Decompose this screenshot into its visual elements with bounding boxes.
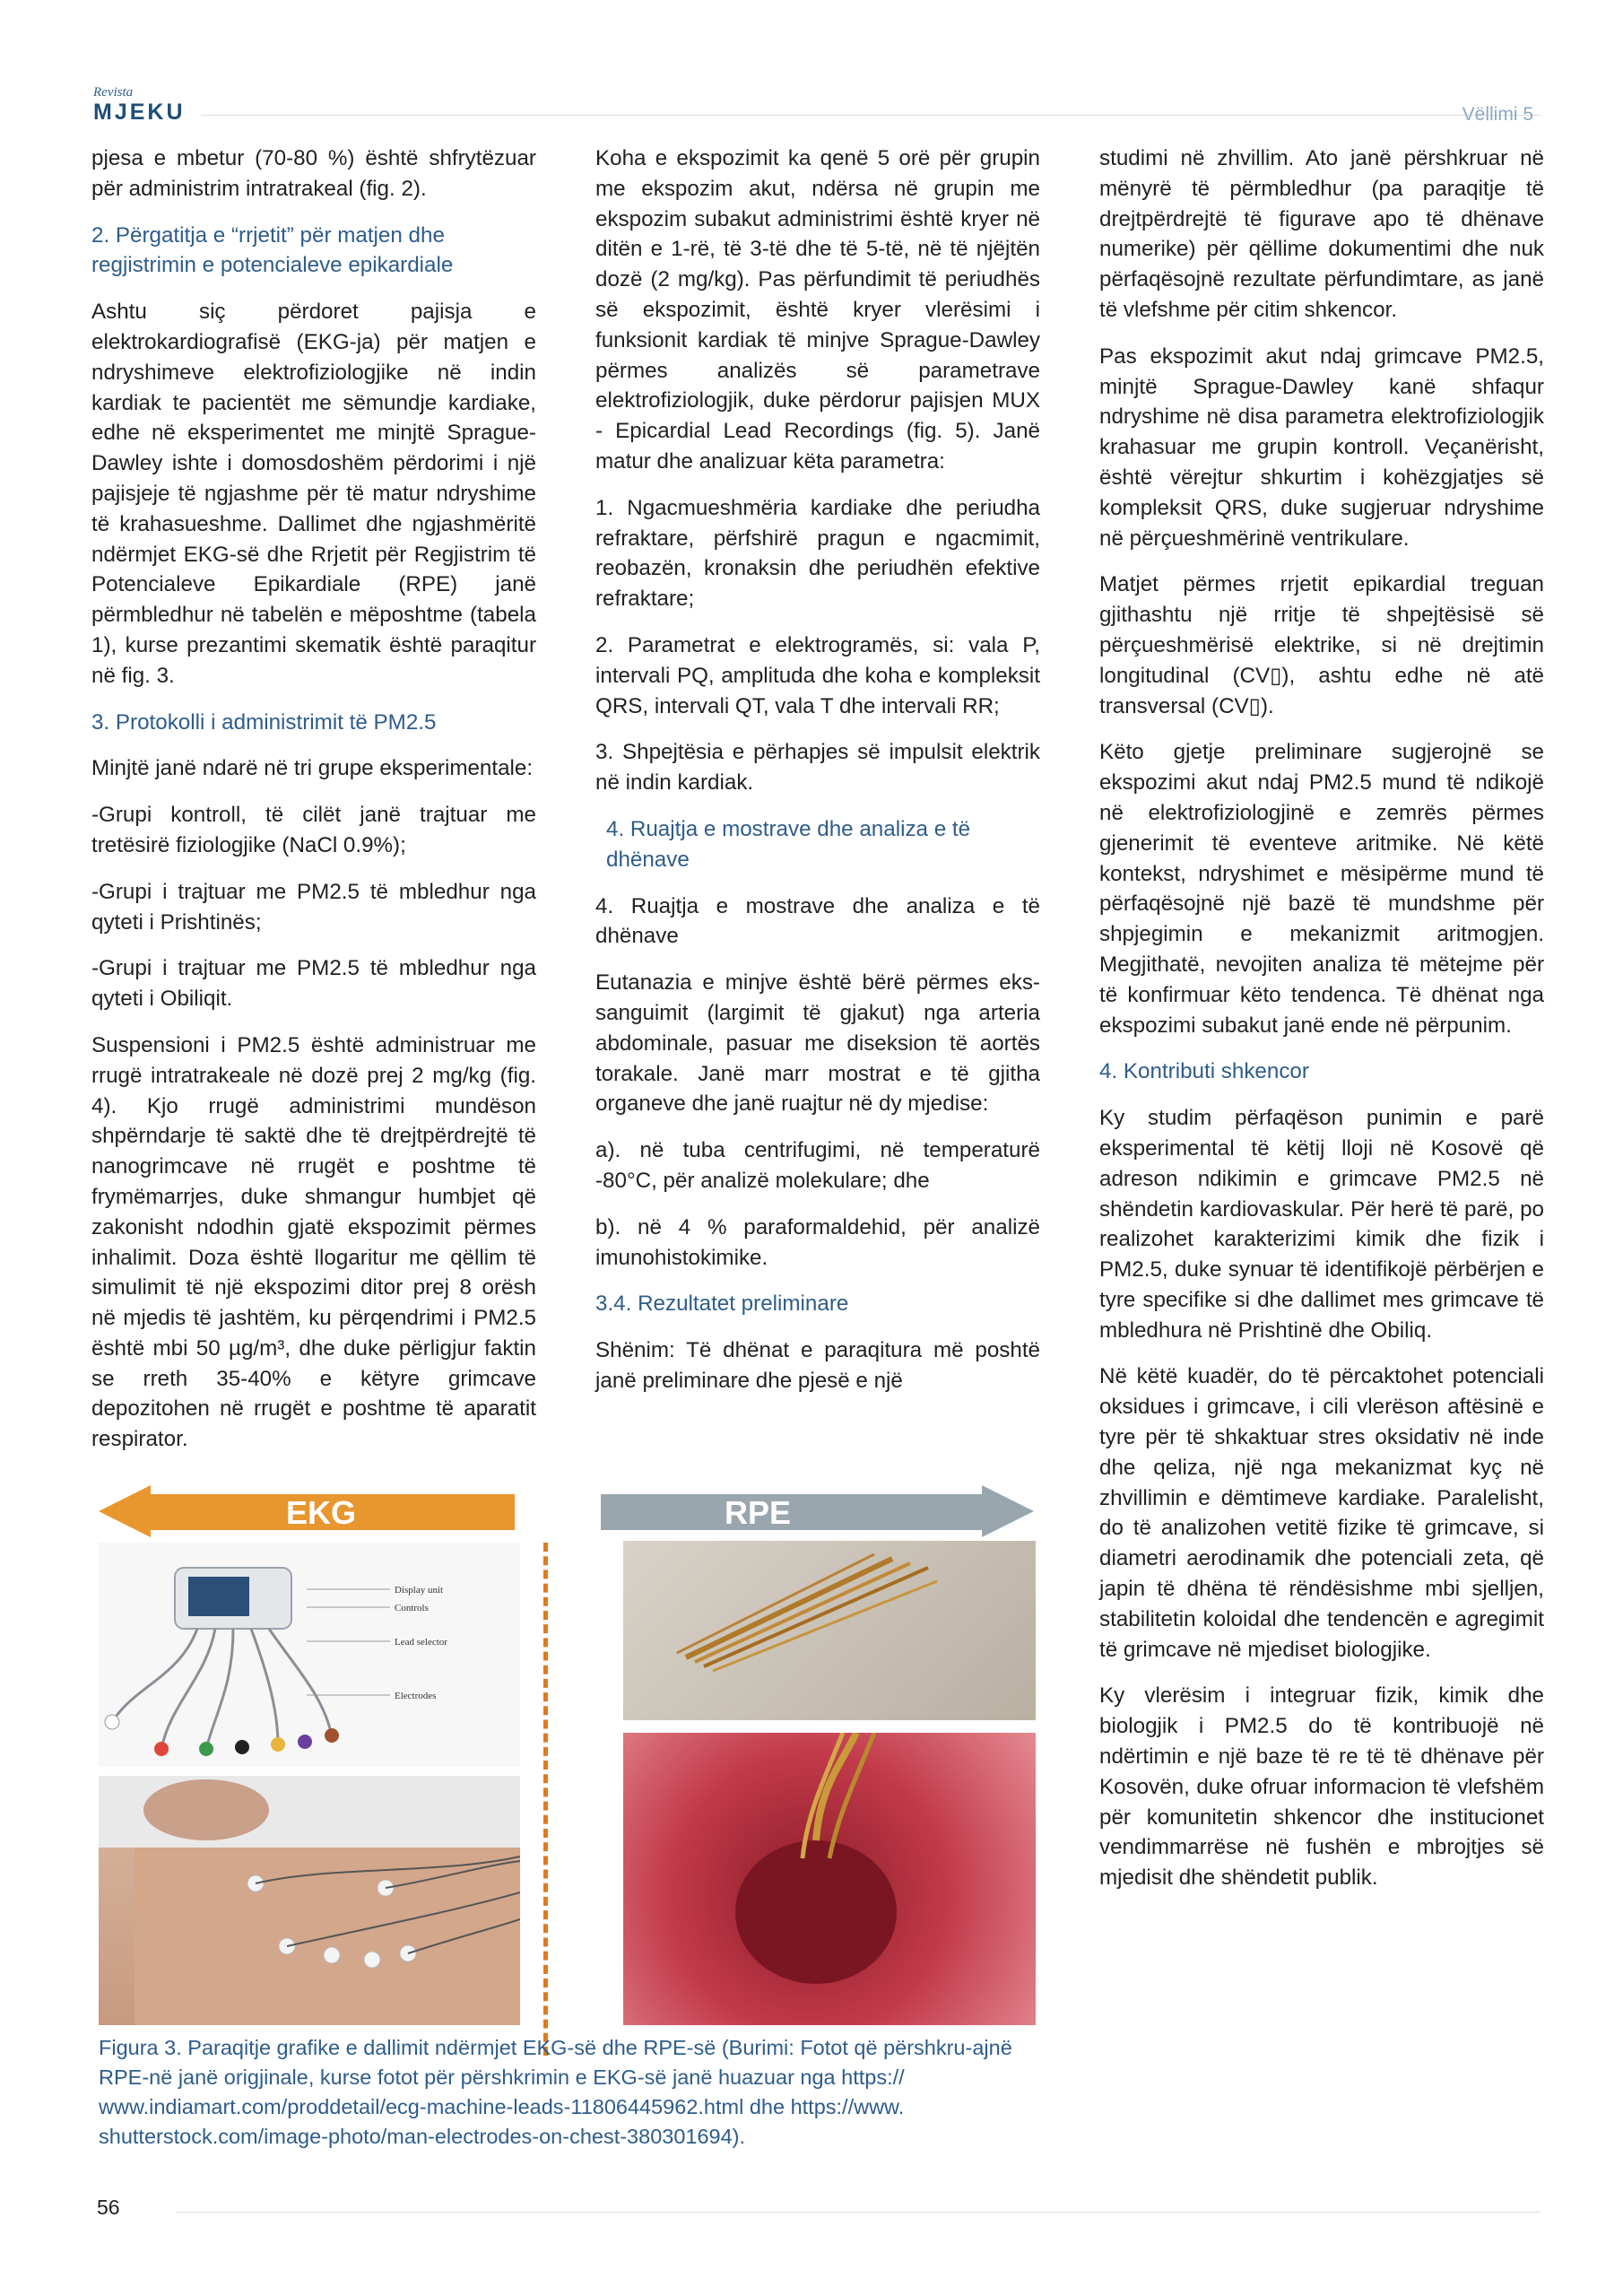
paragraph: Koha e ekspozimit ka qenë 5 orë për grupin me ekspozim akut, ndërsa në grupin me ekspozim subakut administrimi është kryer në ditën e 1-rë, të 3-të dhe të 5-të, në të njëjtën dozë (2 mg/kg). Pas përfundimit të periudhës së ekspozimit, është kryer vlerësimi i funksionit kardiak të minjve Sprague-Dawley përmes analizës së parametrave elektrofiziologjik, duke përdorur pajisjen MUX - Epicardial Lead Recordings (fig. 5). Janë matur dhe analizuar këta parametra: <box>595 146 1040 474</box>
column-3 <box>1099 144 1544 1909</box>
list-item: 1. Ngacmueshmëria kardiake dhe periudha refraktare, përfshirë pragun e ngacmimit, reobazën, kronaksin dhe periudhën efektive refraktare; <box>595 495 1040 612</box>
list-item: 2. Parametrat e elektrogramës, si: vala P, intervali PQ, amplituda dhe koha e kompleksit QRS, intervali QT, vala T dhe intervali RR; <box>595 632 1040 718</box>
volume-label: Vëllimi 5 <box>1462 104 1533 125</box>
paragraph: pjesa e mbetur (70-80 %) është shfrytëzuar për administrim intratrakeal (fig. 2). <box>91 146 536 201</box>
paragraph: Eutanazia e minjve është bërë përmes eks-sanguimit (largimit të gjakut) nga arteria abdominale, pasuar me diseksion të aortës torakale. Janë marr mostrat e të gjitha organeve dhe janë ruajtur në dy mjedise: <box>595 970 1040 1117</box>
list-item: 3. Shpejtësia e përhapjes së impulsit elektrik në indin kardiak. <box>595 740 1040 796</box>
device-label-display: Display unit <box>395 1585 444 1596</box>
ekg-device-screen <box>188 1577 249 1616</box>
paragraph: Ashtu siç përdoret pajisja e elektrokardiografisë (EKG-ja) për matjen e ndryshimeve elektrofiziologjike në indin kardiak te pacientët me sëmundje kardiake, edhe në eksperimentet me minjtë Sprague-Dawley ishte i domosdoshëm përdorimi i një pajisjeje të ngjashme për të matur ndryshime të krahasueshme. Dallimet dhe ngjashmëritë ndërmjet EKG-së dhe Rrjetit për Regjistrim të Potencialeve Epikardiale (RPE) janë përmbledhur në tabelën e mëposhtme (tabela 1), kurse prezantimi skematik është paraqitur në fig. 3. <box>91 300 536 688</box>
paragraph: studimi në zhvillim. Ato janë përshkruar në mënyrë të përmbledhur (pa paraqitje të drejtpërdrejtë të figurave apo të dhënave numerike) për qëllime dokumentimi dhe nuk përfaqësojnë rezultate përfundimtare, as janë të vlefshme për citim shkencor. <box>1099 146 1544 322</box>
section-heading: 3.4. Rezultatet preliminare <box>595 1292 849 1317</box>
list-item: b). në 4 % paraformaldehid, për analizë imunohistokimike. <box>595 1214 1040 1270</box>
device-label-controls: Controls <box>395 1603 429 1613</box>
paragraph: 4. Ruajtja e mostrave dhe analiza e të dhënave <box>595 893 1040 949</box>
ekg-machine-photo <box>99 1543 520 1767</box>
footer-divider <box>176 2212 1541 2213</box>
rpe-arrow <box>601 1485 1034 1537</box>
list-item: -Grupi i trajtuar me PM2.5 të mbledhur nga qyteti i Prishtinës; <box>91 879 536 935</box>
chest-electrodes-photo <box>99 1776 520 2025</box>
electrode-icon <box>364 1952 380 1968</box>
figure-header-arrows <box>99 1480 1036 1543</box>
page-number: 56 <box>97 2196 120 2219</box>
list-item: -Grupi i trajtuar me PM2.5 të mbledhur nga qyteti i Obiliqit. <box>91 956 536 1012</box>
rpe-electrode-grid-photo <box>623 1541 1036 1720</box>
column-2 <box>595 144 1040 1413</box>
section-heading: 4. Kontributi shkencor <box>1099 1059 1309 1084</box>
paragraph: Minjtë janë ndarë në tri grupe eksperimentale: <box>91 756 534 781</box>
figure-divider <box>543 1543 548 2056</box>
paragraph: Këto gjetje preliminare sugjerojnë se ekspozimi akut ndaj PM2.5 mund të ndikojë në elektrofiziologjinë e zemrës përmes gjenerimit të eventeve aritmike. Në këtë kontekst, ndryshimet e mësipërme mund të përfaqësojnë një bazë të mundshme për shpjegimin e mekanizmit aritmogjen. Megjithatë, nevojiten analiza të mëtejme për të konfirmuar këto tendenca. Të dhënat nga ekspozimi subakut janë ende në përpunim. <box>1099 740 1544 1038</box>
paragraph: Ky studim përfaqëson punimin e parë eksperimental të këtij lloji në Kosovë që adreson ndikimin e grimcave PM2.5 në shëndetin kardiovaskular. Për herë të parë, po realizohet karakterizimi kimik dhe fizik i PM2.5, duke synuar të identifikojë përbërjen e tyre specifike si dhe dallimet mes grimcave të mbledhura në Prishtinë dhe Obiliq. <box>1099 1106 1544 1343</box>
journal-logo <box>93 86 186 124</box>
list-item: -Grupi kontroll, të cilët janë trajtuar me tretësirë fiziologjike (NaCl 0.9%); <box>91 803 536 857</box>
device-label-electrodes: Electrodes <box>395 1691 437 1701</box>
rpe-heart-photo <box>623 1733 1036 2025</box>
column-1 <box>91 144 536 1471</box>
heart <box>735 1840 897 1984</box>
list-item: a). në tuba centrifugimi, në temperaturë -80°C, për analizë molekulare; dhe <box>595 1138 1040 1193</box>
section-heading: 4. Ruajtja e mostrave dhe analiza e të dhënave <box>606 816 971 872</box>
paragraph: Në këtë kuadër, do të përcaktohet potenciali oksidues i grimcave, i cili vlerëson aftësinë e tyre për të shkaktuar stres oksidativ në inde dhe qeliza, një nga mekanizmat kyç në zhvillimin e dëmtimeve kardiake. Paralelisht, do të analizohen vetitë fizike të grimcave, si diametri aerodinamik dhe potenciali zeta, që japin të dhëna të rëndësishme mbi sjelljen, stabilitetin koloidal dhe tendencën e agregimit të grimcave në mjediset biologjike. <box>1099 1364 1544 1662</box>
section-heading: 3. Protokolli i administrimit të PM2.5 <box>91 709 437 735</box>
header-divider <box>201 115 1541 116</box>
ekg-label: EKG <box>285 1494 357 1531</box>
paragraph: Ky vlerësim i integruar fizik, kimik dhe biologjik i PM2.5 do të kontribuojë në ndërtimin e një baze të re të të dhënave për Kosovën, duke ofruar informacion të vlefshëm për komunitetin shkencor dhe institucionet vendimmarrëse në fushën e mbrojtjes së mjedisit dhe shëndetit publik. <box>1099 1683 1544 1891</box>
paragraph: Pas ekspozimit akut ndaj grimcave PM2.5, minjtë Sprague-Dawley kanë shfaqur ndryshime në disa parametra elektrofiziologjik krahasuar me grupin kontroll. Veçanërisht, është vërejtur shkurtim i kohëzgjatjes së kompleksit QRS, duke sugjeruar ndryshime në përçueshmërinë ventrikulare. <box>1099 344 1544 551</box>
figure-3 <box>99 1480 1036 2025</box>
section-heading: 2. Përgatitja e “rrjetit” për matjen dhe regjistrimin e potencialeve epikardiale <box>91 222 454 278</box>
paragraph: Matjet përmes rrjetit epikardial treguan gjithashtu një rritje të shpejtësisë së përçueshmërisë elektrike, si në drejtimin longitudinal (CV▯), ashtu edhe në atë transversal (CV▯). <box>1099 572 1544 718</box>
device-label-lead-selector: Lead selector <box>395 1637 447 1648</box>
figure-caption: Figura 3. Paraqitje grafike e dallimit ndërmjet EKG-së dhe RPE-së (Burimi: Fotot që përshkru-ajnë RPE-në janë origjinale, kurse fotot për përshkrimin e EKG-së janë huazuar nga https:// www.indiamart.com/proddetail/ecg-machine-leads-11806445962.html dhe https://www. shutterstock.com/image-photo/man-electrodes-on-chest-380301694). <box>99 2036 1012 2148</box>
rpe-label: RPE <box>724 1494 792 1531</box>
face <box>143 1779 269 1840</box>
logo-title: MJEKU <box>93 100 186 125</box>
paragraph: Suspensioni i PM2.5 është administruar me rrugë intratrakeale në dozë prej 2 mg/kg (fig. 4). Kjo rrugë administrimi mundëson shpërndarje të saktë dhe të drejtpërdrejtë të nanogrimcave në rrugët e poshtme të frymëmarrjes, duke shmangur humbjet që zakonisht ndodhin gjatë ekspozimit përmes inhalimit. Doza është llogaritur me qëllim të simulimit të një ekspozimi ditor prej 8 orësh në mjedis të jashtëm, ku përqendrimi i PM2.5 është mbi 50 µg/m³, dhe duke përligjur faktin se rreth 35-40% e këtyre grimcave depozitohen në rrugët e poshtme të aparatit respirator. <box>91 1032 536 1452</box>
electrode-icon <box>324 1947 340 1963</box>
paragraph: Shënim: Të dhënat e paraqitura më poshtë janë preliminare dhe pjesë e një <box>595 1338 1040 1393</box>
logo-subtitle: Revista <box>93 85 134 100</box>
